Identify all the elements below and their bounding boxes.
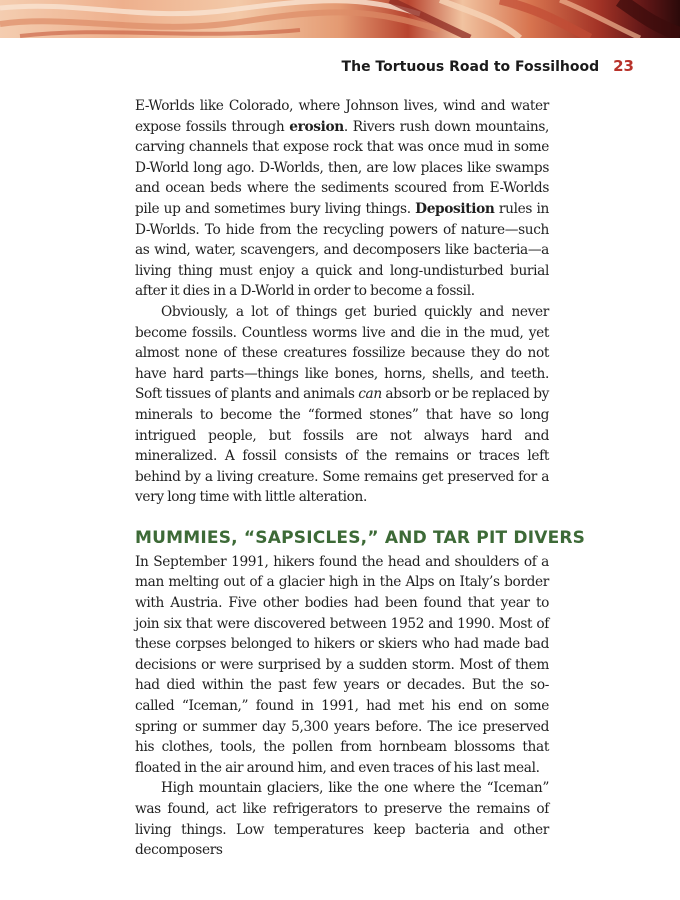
page-number: 23	[613, 57, 634, 75]
paragraph-burial: Obviously, a lot of things get buried quickly and never become fossils. Countless worms live and die in the mud, yet almost none of these creatures fossilize because they do not have hard parts—things like bones, horns, shells, and teeth. Soft tissues of plants and animals can absorb or be replaced by minerals to become the “formed stones” that have so long intrigued people, but fossils are not always hard and mineralized. A fossil consists of the remains or traces left behind by a living creature. Some remains get preserved for a very long time with little alteration.	[135, 303, 550, 506]
running-header	[342, 57, 634, 75]
emphasis-can: can	[358, 386, 382, 403]
paragraph-glaciers: High mountain glaciers, like the one where the “Iceman” was found, act like refrigerators to preserve the remains of living things. Low temperatures keep bacteria and other decomposers	[135, 780, 549, 859]
section-heading: MUMMIES, “SAPSICLES,” AND TAR PIT DIVERS	[135, 527, 586, 548]
term-erosion: erosion	[289, 118, 344, 135]
sandstone-banner-graphic	[0, 0, 680, 38]
header-banner-image	[0, 0, 680, 38]
body-text	[135, 96, 586, 861]
paragraph-erosion: E-Worlds like Colorado, where Johnson lives, wind and water expose fossils through erosion. Rivers rush down mountains, carving channels that expose rock that was once mud in some D-World long ago. D-Worlds, then, are low places like swamps and ocean beds where the sediments scoured from E-Worlds pile up and sometimes bury living things. Deposition rules in D-Worlds. To hide from the recycling powers of nature—such as wind, water, scavengers, and decomposers like bacteria—a living thing must enjoy a quick and long-undisturbed burial after it dies in a D-World in order to become a fossil.	[135, 98, 550, 300]
term-deposition: Deposition	[415, 200, 495, 217]
paragraph-iceman: In September 1991, hikers found the head and shoulders of a man melting out of a glacier high in the Alps on Italy’s border with Austria. Five other bodies had been found that year to join six that were discovered between 1952 and 1990. Most of these corpses belonged to hikers or skiers who had made bad decisions or were surprised by a sudden storm. Most of them had died within the past few years or decades. But the so-called “Iceman,” found in 1991, had met his end on some spring or summer day 5,300 years before. The ice preserved his clothes, tools, the pollen from hornbeam blossoms that floated in the air around him, and even traces of his last meal.	[135, 553, 549, 776]
chapter-title: The Tortuous Road to Fossilhood	[341, 59, 600, 75]
